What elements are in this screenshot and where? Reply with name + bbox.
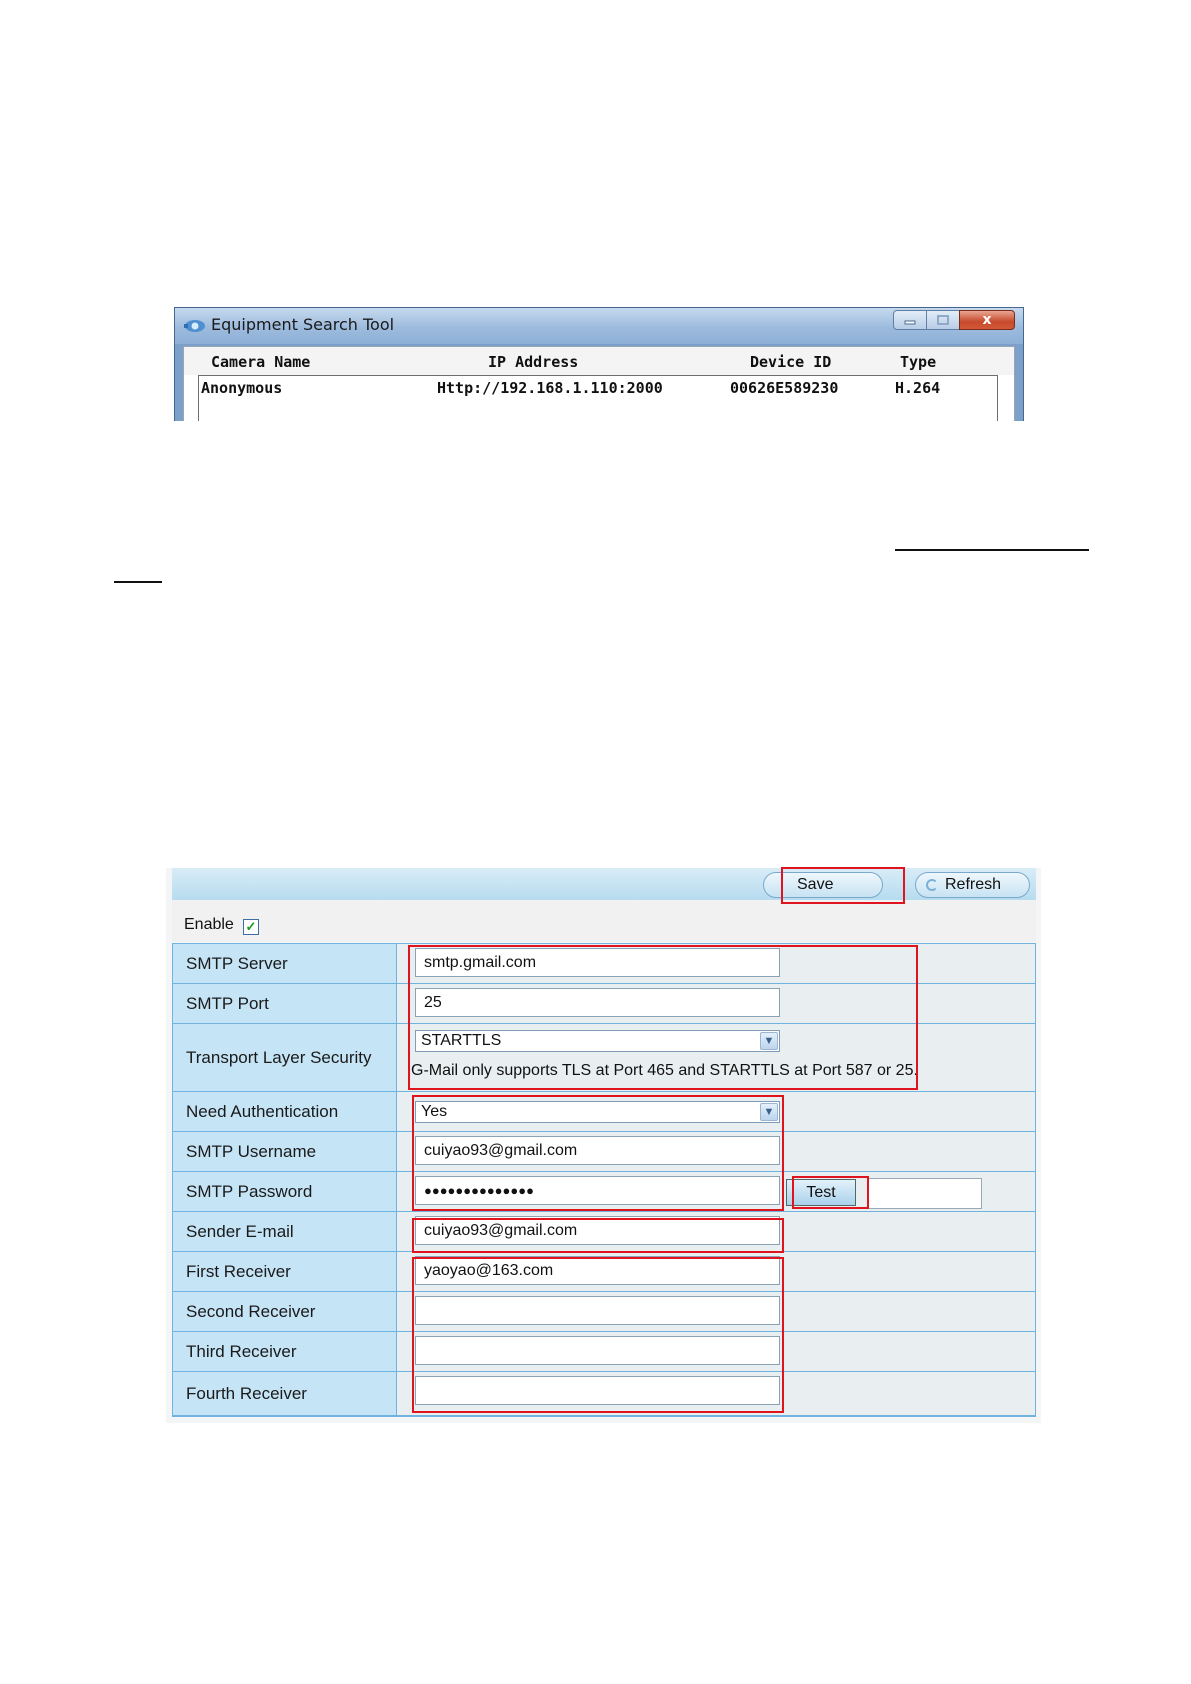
column-camera-name[interactable]: Camera Name xyxy=(211,353,311,371)
smtp-server-label: SMTP Server xyxy=(173,944,396,983)
underline-mark xyxy=(114,581,162,583)
need-auth-select[interactable] xyxy=(415,1101,780,1123)
camera-name-cell: Anonymous xyxy=(201,379,283,397)
type-cell: H.264 xyxy=(895,379,941,397)
window-titlebar xyxy=(175,308,1023,344)
second-receiver-row xyxy=(173,1292,1035,1332)
device-id-cell: 00626E589230 xyxy=(730,379,839,397)
close-icon: x xyxy=(982,312,992,328)
refresh-button[interactable] xyxy=(915,872,1030,898)
equipment-search-tool-window xyxy=(174,307,1024,421)
save-button[interactable] xyxy=(763,872,883,898)
fourth-receiver-row xyxy=(173,1372,1035,1416)
need-auth-label: Need Authentication xyxy=(173,1092,396,1131)
second-receiver-input[interactable] xyxy=(415,1296,780,1325)
device-list-panel xyxy=(183,346,1015,421)
smtp-port-row xyxy=(173,984,1035,1024)
first-receiver-input[interactable]: yaoyao@163.com xyxy=(415,1256,780,1285)
test-button[interactable]: Test xyxy=(786,1179,856,1206)
save-label: Save xyxy=(797,876,834,893)
third-receiver-label: Third Receiver xyxy=(173,1332,396,1371)
smtp-server-input[interactable]: smtp.gmail.com xyxy=(415,948,780,977)
tls-row xyxy=(173,1024,1035,1092)
smtp-port-input[interactable]: 25 xyxy=(415,988,780,1017)
mail-settings-table xyxy=(172,943,1036,1417)
device-list xyxy=(198,375,998,421)
refresh-label: Refresh xyxy=(945,876,1002,893)
minimize-button[interactable] xyxy=(893,310,927,330)
smtp-username-input[interactable]: cuiyao93@gmail.com xyxy=(415,1136,780,1165)
chevron-down-icon: ▼ xyxy=(760,1032,778,1050)
tls-select[interactable] xyxy=(415,1030,780,1052)
tls-select-value: STARTTLS xyxy=(421,1032,502,1049)
smtp-password-label: SMTP Password xyxy=(173,1172,396,1211)
first-receiver-row xyxy=(173,1252,1035,1292)
mail-settings-panel xyxy=(166,868,1041,1423)
third-receiver-input[interactable] xyxy=(415,1336,780,1365)
third-receiver-row xyxy=(173,1332,1035,1372)
tls-label: Transport Layer Security xyxy=(173,1024,396,1091)
test-result-field xyxy=(867,1178,982,1209)
checkmark-icon: ✓ xyxy=(245,919,257,934)
second-receiver-label: Second Receiver xyxy=(173,1292,396,1331)
refresh-icon xyxy=(926,879,938,891)
fourth-receiver-input[interactable] xyxy=(415,1376,780,1405)
enable-label: Enable xyxy=(184,916,234,933)
maximize-button[interactable] xyxy=(926,310,960,330)
smtp-port-label: SMTP Port xyxy=(173,984,396,1023)
chevron-down-icon: ▼ xyxy=(760,1103,778,1121)
underline-mark xyxy=(895,549,1089,551)
column-device-id[interactable]: Device ID xyxy=(750,353,832,371)
sender-email-row xyxy=(173,1212,1035,1252)
column-ip-address[interactable]: IP Address xyxy=(488,353,579,371)
close-button[interactable] xyxy=(959,310,1015,330)
ip-address-cell: Http://192.168.1.110:2000 xyxy=(437,379,663,397)
maximize-icon xyxy=(936,314,950,326)
camera-app-icon xyxy=(184,318,206,334)
sender-email-label: Sender E-mail xyxy=(173,1212,396,1251)
enable-checkbox[interactable] xyxy=(243,919,259,935)
need-auth-row xyxy=(173,1092,1035,1132)
tls-note: G-Mail only supports TLS at Port 465 and STARTTLS at Port 587 or 25. xyxy=(411,1062,918,1079)
smtp-password-row xyxy=(173,1172,1035,1212)
need-auth-select-value: Yes xyxy=(421,1103,448,1120)
window-controls xyxy=(894,310,1015,332)
first-receiver-label: First Receiver xyxy=(173,1252,396,1291)
sender-email-input[interactable]: cuiyao93@gmail.com xyxy=(415,1216,780,1245)
list-header xyxy=(184,347,1014,375)
enable-row xyxy=(172,900,1036,942)
mail-toolbar xyxy=(172,868,1036,900)
fourth-receiver-label: Fourth Receiver xyxy=(173,1372,396,1415)
window-title: Equipment Search Tool xyxy=(211,315,395,334)
smtp-password-input[interactable]: ●●●●●●●●●●●●●● xyxy=(415,1176,780,1205)
minimize-icon xyxy=(903,315,917,325)
smtp-username-label: SMTP Username xyxy=(173,1132,396,1171)
column-type[interactable]: Type xyxy=(900,353,937,371)
smtp-username-row xyxy=(173,1132,1035,1172)
smtp-server-row xyxy=(173,944,1035,984)
